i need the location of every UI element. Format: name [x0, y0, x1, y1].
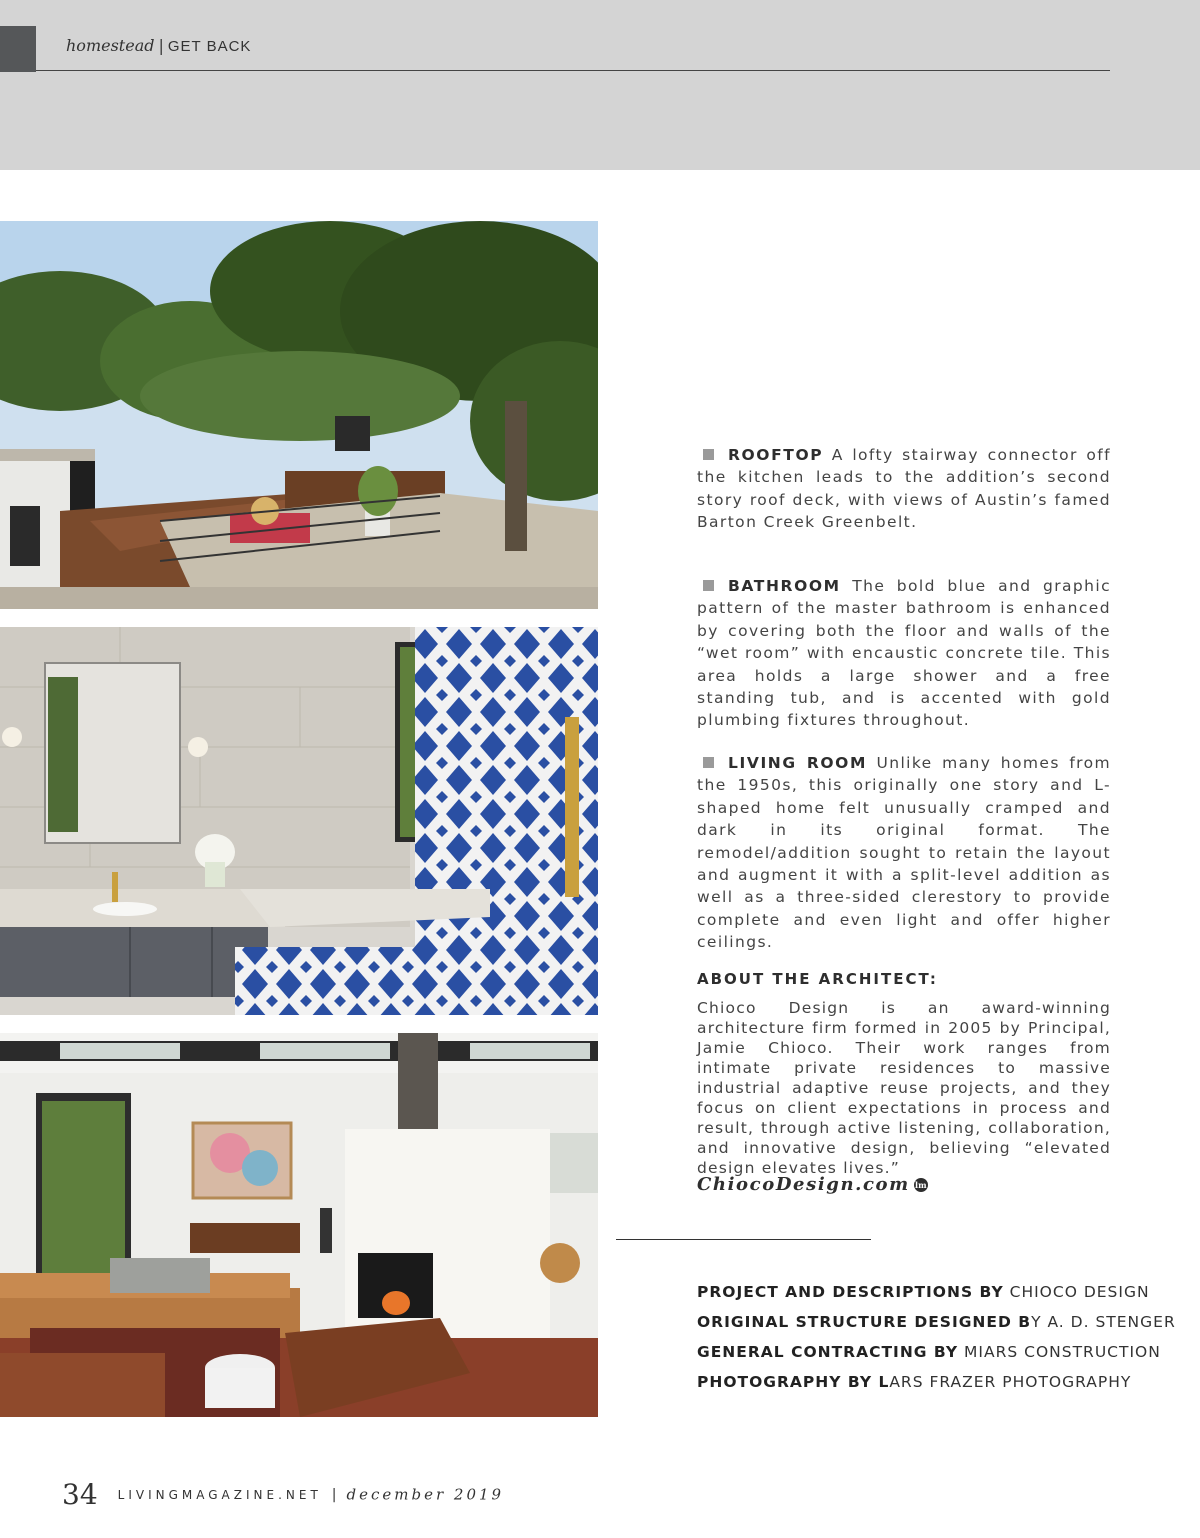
footer-separator: |: [331, 1486, 337, 1503]
caption-rooftop: [697, 444, 1111, 534]
caption-body: A lofty stairway connector off the kitchen leads to the addition’s second story roof deck, with views of Austin’s famed Barton Creek Greenbelt.: [697, 446, 1111, 532]
caption-lead: LIVING ROOM: [728, 754, 867, 772]
article-label: GET BACK: [167, 38, 252, 55]
credit-key: GENERAL CONTRACTING BY: [697, 1343, 959, 1361]
rooftop-photo: [0, 221, 598, 609]
credits-rule: [616, 1239, 871, 1240]
caption-bathroom-text: [697, 575, 1111, 732]
caption-living-room: [697, 752, 1111, 954]
caption-body: Unlike many homes from the 1950s, this originally one story and L-shaped home felt unusually cramped and dark in its original format. The remodel/addition sought to retain the layout and augment it with a split-level addition as well as a three-sided clerestory to provide complete and even light and offer higher ceilings.: [697, 754, 1111, 952]
footer-date: december 2019: [346, 1485, 505, 1504]
running-header: [66, 36, 251, 55]
header-separator: |: [158, 36, 164, 55]
credit-key: PHOTOGRAPHY BY L: [697, 1373, 890, 1391]
credit-value: Y A. D. STENGER: [1031, 1313, 1176, 1331]
about-text: Chioco Design is an award-winning architecture firm formed in 2005 by Principal, Jamie Chioco. Their work ranges from intimate private residences to massive industrial adaptive reuse projects, and they focus on client expectations in process and result, through active listening, collaboration, and innovative design, believing “elevated design elevates lives.”: [697, 999, 1111, 1177]
section-name: homestead: [66, 36, 155, 55]
header-band: [0, 0, 1200, 170]
credit-value: ARS FRAZER PHOTOGRAPHY: [889, 1373, 1132, 1391]
page-number: 34: [62, 1478, 98, 1511]
about-heading: ABOUT THE ARCHITECT:: [697, 970, 938, 988]
architect-website[interactable]: [697, 1174, 928, 1195]
caption-bathroom: [697, 575, 1111, 732]
caption-living-room-text: [697, 752, 1111, 954]
bathroom-photo: [0, 627, 598, 1015]
website-link[interactable]: ChiocoDesign.com: [697, 1174, 910, 1195]
credit-key: ORIGINAL STRUCTURE DESIGNED B: [697, 1313, 1032, 1331]
header-rule: [36, 70, 1110, 71]
credit-line: [697, 1343, 1176, 1361]
credit-value: MIARS CONSTRUCTION: [958, 1343, 1161, 1361]
bullet-marker: [703, 580, 714, 591]
credit-key: PROJECT AND DESCRIPTIONS BY: [697, 1283, 1004, 1301]
end-mark-icon: lm: [915, 1180, 927, 1190]
credit-line: [697, 1373, 1176, 1391]
credit-line: [697, 1283, 1176, 1301]
bullet-marker: [703, 449, 714, 460]
living-room-photo: [0, 1033, 598, 1417]
credit-line: [697, 1313, 1176, 1331]
caption-rooftop-text: [697, 444, 1111, 534]
credit-value: CHIOCO DESIGN: [1003, 1283, 1150, 1301]
caption-lead: BATHROOM: [728, 577, 841, 595]
page-footer: [62, 1478, 504, 1511]
about-architect: [697, 998, 1111, 1178]
footer-site: LIVINGMAGAZINE.NET: [117, 1487, 322, 1502]
caption-body: The bold blue and graphic pattern of the master bathroom is enhanced by covering both the floor and walls of the “wet room” with encaustic concrete tile. This area holds a large shower and a free standing tub, and is accented with gold plumbing fixtures throughout.: [697, 577, 1111, 730]
section-tab: [0, 26, 36, 72]
caption-lead: ROOFTOP: [728, 446, 824, 464]
bullet-marker: [703, 757, 714, 768]
credits-list: [697, 1283, 1176, 1403]
